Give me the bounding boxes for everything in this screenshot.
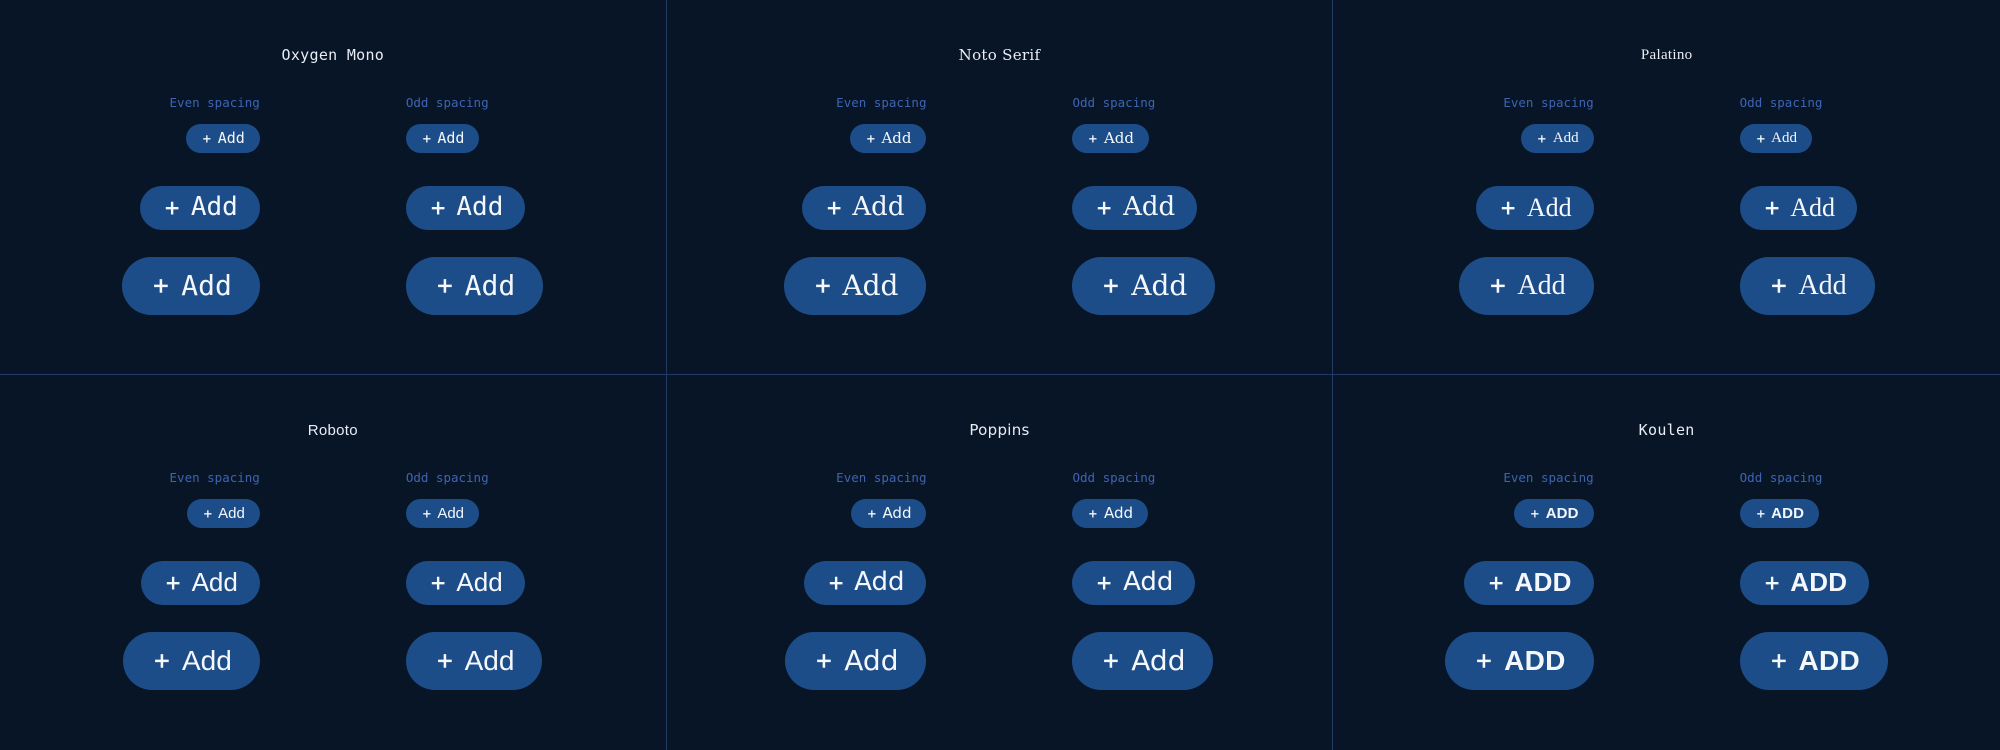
- add-button-label: Add: [854, 567, 905, 598]
- plus-icon: [421, 508, 433, 520]
- even-spacing-label: Even spacing: [1503, 470, 1594, 485]
- add-button-label: Add: [1790, 193, 1836, 223]
- add-button-label: ADD: [1790, 567, 1848, 598]
- even-spacing-column: [1459, 95, 1594, 315]
- add-button-label: Add: [437, 505, 465, 522]
- even-spacing-column: [122, 95, 259, 315]
- add-button-label: ADD: [1504, 645, 1566, 677]
- add-button-small[interactable]: [1072, 124, 1149, 153]
- add-button-small[interactable]: [850, 124, 927, 153]
- add-button-small[interactable]: [1740, 124, 1812, 153]
- add-button-large[interactable]: [1445, 632, 1593, 690]
- plus-icon: [1755, 508, 1767, 520]
- add-button-label: Add: [217, 129, 245, 147]
- font-panel-noto-serif: [667, 0, 1334, 375]
- add-button-label: Add: [852, 192, 905, 223]
- add-button-label: Add: [191, 567, 238, 598]
- panel-title: Poppins: [969, 421, 1030, 439]
- add-button-label: Add: [456, 192, 504, 223]
- add-button-medium[interactable]: [141, 561, 260, 605]
- plus-icon: [162, 198, 182, 218]
- odd-spacing-column: [1740, 95, 1875, 315]
- odd-spacing-label: Odd spacing: [405, 470, 489, 485]
- plus-icon: [434, 650, 456, 672]
- plus-icon: [1755, 133, 1767, 145]
- odd-spacing-column: [406, 95, 543, 315]
- add-button-label: Add: [464, 645, 515, 677]
- add-button-large[interactable]: [406, 257, 543, 315]
- plus-icon: [202, 508, 214, 520]
- add-button-small[interactable]: [406, 499, 479, 528]
- spacing-columns: [785, 470, 1213, 690]
- add-button-medium[interactable]: [1072, 186, 1197, 230]
- add-button-label: Add: [218, 505, 245, 522]
- odd-spacing-label: Odd spacing: [1739, 470, 1823, 485]
- add-button-medium[interactable]: [406, 186, 526, 230]
- add-button-medium[interactable]: [802, 186, 927, 230]
- plus-icon: [1094, 198, 1114, 218]
- font-panel-koulen: [1333, 375, 2000, 750]
- plus-icon: [866, 508, 878, 520]
- plus-icon: [1100, 275, 1122, 297]
- add-button-label: Add: [1123, 567, 1174, 598]
- add-button-medium[interactable]: [1740, 561, 1870, 605]
- plus-icon: [1100, 650, 1122, 672]
- add-button-label: Add: [456, 567, 503, 598]
- spacing-columns: [1459, 95, 1875, 315]
- add-button-large[interactable]: [1740, 257, 1875, 315]
- add-button-label: Add: [842, 269, 899, 303]
- add-button-large[interactable]: [1072, 632, 1213, 690]
- add-button-medium[interactable]: [1464, 561, 1594, 605]
- plus-icon: [421, 133, 433, 145]
- add-button-label: Add: [1131, 269, 1188, 303]
- plus-icon: [1473, 650, 1495, 672]
- panel-title: Noto Serif: [958, 46, 1041, 64]
- odd-spacing-column: [406, 470, 543, 690]
- add-button-medium[interactable]: [1476, 186, 1593, 230]
- odd-spacing-label: Odd spacing: [1739, 95, 1823, 110]
- panel-title: Palatino: [1640, 47, 1693, 63]
- plus-icon: [813, 650, 835, 672]
- add-button-label: Add: [1131, 644, 1186, 678]
- add-button-label: Add: [1103, 504, 1134, 522]
- font-panel-poppins: [667, 375, 1334, 750]
- add-button-large[interactable]: [784, 257, 927, 315]
- plus-icon: [1094, 573, 1114, 593]
- add-button-label: Add: [1771, 130, 1797, 146]
- plus-icon: [1762, 198, 1782, 218]
- plus-icon: [826, 573, 846, 593]
- plus-icon: [201, 133, 213, 145]
- add-button-label: Add: [881, 129, 912, 147]
- add-button-small[interactable]: [187, 499, 260, 528]
- add-button-label: Add: [1526, 193, 1572, 223]
- plus-icon: [1768, 650, 1790, 672]
- add-button-small[interactable]: [1740, 499, 1819, 528]
- add-button-label: Add: [464, 269, 516, 303]
- plus-icon: [1498, 198, 1518, 218]
- even-spacing-label: Even spacing: [169, 95, 260, 110]
- add-button-large[interactable]: [1072, 257, 1215, 315]
- even-spacing-label: Even spacing: [836, 95, 927, 110]
- even-spacing-label: Even spacing: [836, 470, 927, 485]
- panel-title: Koulen: [1638, 421, 1695, 439]
- add-button-large[interactable]: [122, 257, 259, 315]
- add-button-large[interactable]: [785, 632, 926, 690]
- add-button-large[interactable]: [123, 632, 260, 690]
- plus-icon: [1487, 275, 1509, 297]
- plus-icon: [434, 275, 456, 297]
- add-button-medium[interactable]: [1740, 186, 1857, 230]
- plus-icon: [812, 275, 834, 297]
- plus-icon: [428, 198, 448, 218]
- even-spacing-column: [123, 470, 260, 690]
- add-button-label: ADD: [1798, 645, 1860, 677]
- add-button-large[interactable]: [1740, 632, 1888, 690]
- add-button-small[interactable]: [1514, 499, 1593, 528]
- add-button-label: Add: [882, 504, 912, 522]
- add-button-label: Add: [437, 129, 465, 147]
- plus-icon: [1087, 508, 1099, 520]
- panel-title: Oxygen Mono: [281, 46, 385, 64]
- add-button-large[interactable]: [1459, 257, 1594, 315]
- even-spacing-column: [785, 470, 926, 690]
- add-button-medium[interactable]: [406, 561, 525, 605]
- plus-icon: [151, 650, 173, 672]
- plus-icon: [428, 573, 448, 593]
- add-button-small[interactable]: [851, 499, 927, 528]
- odd-spacing-label: Odd spacing: [405, 95, 489, 110]
- add-button-small[interactable]: [1521, 124, 1593, 153]
- plus-icon: [1529, 508, 1541, 520]
- plus-icon: [865, 133, 877, 145]
- add-button-label: ADD: [1771, 505, 1805, 522]
- odd-spacing-column: [1072, 95, 1215, 315]
- panel-title: Roboto: [307, 422, 358, 439]
- plus-icon: [1087, 133, 1099, 145]
- even-spacing-label: Even spacing: [1503, 95, 1594, 110]
- even-spacing-column: [1445, 470, 1593, 690]
- font-panel-oxygen-mono: [0, 0, 667, 375]
- add-button-label: Add: [1123, 192, 1176, 223]
- odd-spacing-label: Odd spacing: [1072, 470, 1156, 485]
- add-button-large[interactable]: [406, 632, 543, 690]
- add-button-label: ADD: [1545, 505, 1579, 522]
- plus-icon: [1768, 275, 1790, 297]
- odd-spacing-column: [1740, 470, 1888, 690]
- add-button-label: Add: [1517, 270, 1566, 302]
- add-button-medium[interactable]: [1072, 561, 1195, 605]
- add-button-label: Add: [1798, 270, 1847, 302]
- spacing-columns: [784, 95, 1216, 315]
- add-button-label: Add: [181, 269, 232, 303]
- add-button-label: Add: [1103, 129, 1135, 147]
- add-button-label: Add: [1552, 130, 1579, 146]
- odd-spacing-label: Odd spacing: [1072, 95, 1156, 110]
- spacing-columns: [123, 470, 542, 690]
- add-button-small[interactable]: [1072, 499, 1148, 528]
- add-button-medium[interactable]: [140, 186, 260, 230]
- plus-icon: [150, 275, 172, 297]
- add-button-label: ADD: [1514, 567, 1572, 598]
- odd-spacing-column: [1072, 470, 1213, 690]
- spacing-columns: [122, 95, 543, 315]
- plus-icon: [1762, 573, 1782, 593]
- plus-icon: [1486, 573, 1506, 593]
- add-button-small[interactable]: [186, 124, 260, 153]
- even-spacing-label: Even spacing: [169, 470, 260, 485]
- add-button-label: Add: [190, 192, 238, 223]
- spacing-columns: [1445, 470, 1888, 690]
- font-panel-roboto: [0, 375, 667, 750]
- plus-icon: [824, 198, 844, 218]
- add-button-label: Add: [844, 644, 899, 678]
- even-spacing-column: [784, 95, 927, 315]
- add-button-label: Add: [182, 645, 232, 677]
- font-panel-palatino: [1333, 0, 2000, 375]
- add-button-small[interactable]: [406, 124, 480, 153]
- plus-icon: [1536, 133, 1548, 145]
- add-button-medium[interactable]: [804, 561, 927, 605]
- plus-icon: [163, 573, 183, 593]
